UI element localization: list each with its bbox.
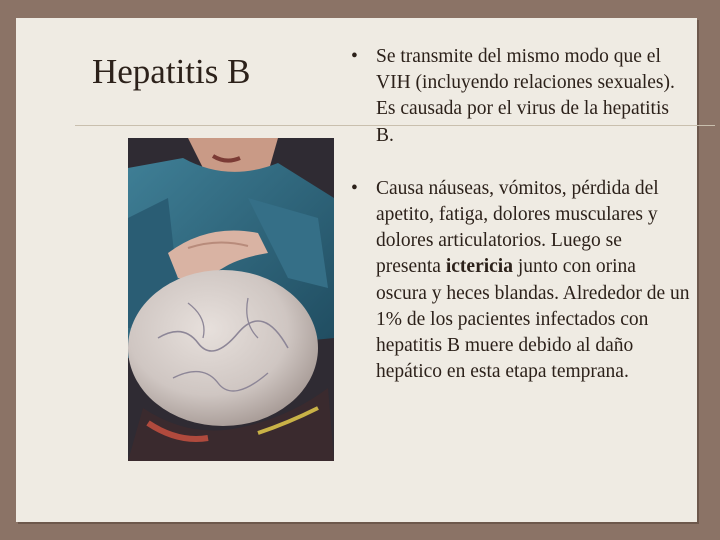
bullet-text: Se transmite del mismo modo que el VIH (incluyendo relaciones sexuales). Es causada por el virus de la hepatitis B. [376, 46, 675, 146]
bullet-text-before: Causa náuseas, vómitos, pérdida del apetito, fatiga, dolores musculares y dolores articulatorios. Luego se presenta [376, 177, 659, 278]
bullet-text-after: junto con orina oscura y heces blandas. Alrededor de un 1% de los pacientes infectados con hepatitis B muere debido al daño hepático en esta etapa temprana. [376, 256, 690, 383]
patient-photo [128, 138, 334, 461]
bullet-marker: • [351, 46, 358, 67]
bullet-emphasis: ictericia [445, 256, 513, 278]
bullet-marker: • [351, 177, 358, 199]
bullet-item [345, 176, 690, 386]
slide-title: Hepatitis B [92, 52, 251, 91]
bullet-list [345, 44, 690, 412]
bullet-item [345, 44, 690, 149]
